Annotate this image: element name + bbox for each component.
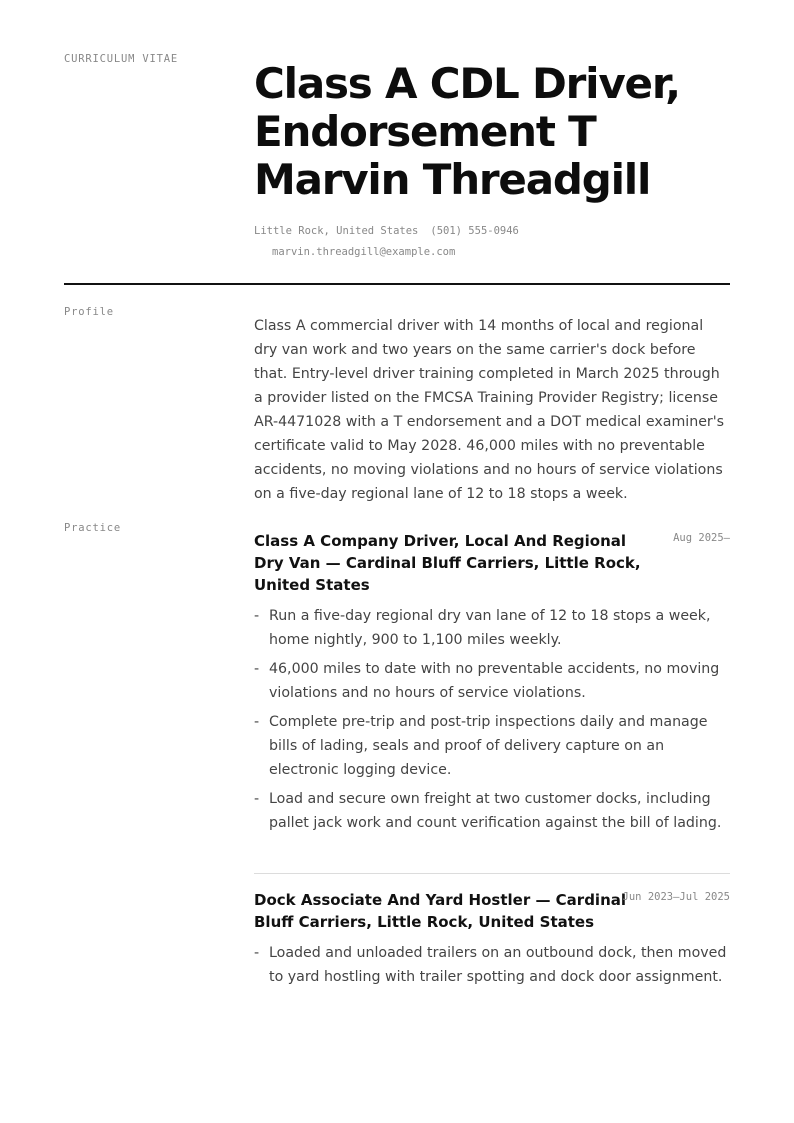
bullet-marker: -	[254, 791, 260, 807]
list-item	[254, 657, 730, 705]
list-item	[254, 710, 730, 782]
title-line-3: Marvin Threadgill	[254, 155, 651, 204]
header	[254, 60, 730, 263]
job-bullets	[254, 941, 730, 989]
profile-text: Class A commercial driver with 14 months of local and regional dry van work and two years on the same carrier's dock before that. Entry-level driver training completed in March 2025 through a provider listed on the FMCSA Training Provider Registry; license AR-4471028 with a T endorsement and a DOT medical examiner's certificate valid to May 2028. 46,000 miles with no preventable accidents, no moving violations and no hours of service violations on a five-day regional lane of 12 to 18 stops a week.	[254, 318, 725, 502]
header-divider	[64, 283, 730, 285]
job-title: Class A Company Driver, Local And Regional Dry Van — Cardinal Bluff Carriers, Little Rock, United States	[254, 532, 641, 594]
bullet-text: Load and secure own freight at two customer docks, including pallet jack work and count verification against the bill of lading.	[269, 791, 722, 831]
job-title: Dock Associate And Yard Hostler — Cardinal Bluff Carriers, Little Rock, United States	[254, 891, 627, 931]
practice-label: Practice	[64, 522, 121, 534]
profile-label: Profile	[64, 306, 114, 318]
bullet-text: Loaded and unloaded trailers on an outbound dock, then moved to yard hostling with trailer spotting and dock door assignment.	[269, 945, 727, 985]
bullet-marker: -	[254, 714, 260, 730]
job-dates: Jun 2023–Jul 2025	[622, 891, 730, 903]
contact-email[interactable]: marvin.threadgill@example.com	[272, 246, 456, 258]
job-entry	[254, 530, 730, 840]
bullet-marker: -	[254, 608, 260, 624]
document-label: CURRICULUM VITAE	[64, 53, 178, 65]
list-item	[254, 604, 730, 652]
contact-phone: (501) 555-0946	[430, 225, 519, 237]
title-line-1: Class A CDL Driver,	[254, 59, 680, 108]
bullet-text: 46,000 miles to date with no preventable accidents, no moving violations and no hours of service violations.	[269, 661, 720, 701]
job-dates: Aug 2025–	[673, 532, 730, 544]
job-divider	[254, 873, 730, 874]
bullet-text: Run a five-day regional dry van lane of 12 to 18 stops a week, home nightly, 900 to 1,100 miles weekly.	[269, 608, 711, 648]
bullet-marker: -	[254, 945, 260, 961]
bullet-marker: -	[254, 661, 260, 677]
list-item	[254, 941, 730, 989]
job-entry	[254, 889, 730, 994]
list-item	[254, 787, 730, 835]
contact-info	[254, 221, 730, 263]
job-bullets	[254, 604, 730, 835]
contact-location: Little Rock, United States	[254, 225, 419, 237]
page-title	[254, 60, 730, 204]
title-line-2: Endorsement T	[254, 107, 596, 156]
bullet-text: Complete pre-trip and post-trip inspections daily and manage bills of lading, seals and proof of delivery capture on an electronic logging device.	[269, 714, 708, 778]
